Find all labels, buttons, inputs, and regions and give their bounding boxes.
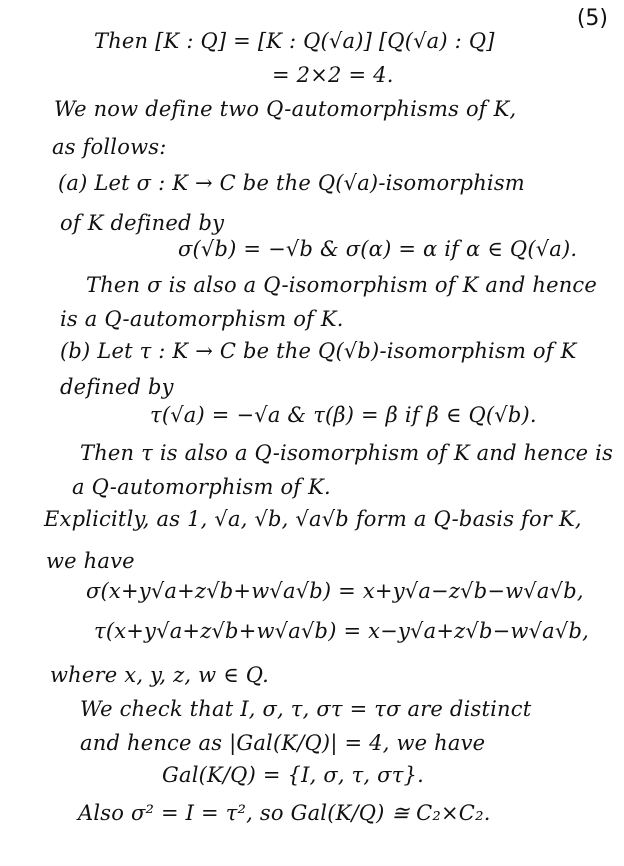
line-tau-automorphism: a Q-automorphism of K. (72, 475, 331, 499)
line-sigma-isomorphism: Then σ is also a Q-isomorphism of K and hence (86, 273, 598, 297)
line-define-automorphisms: We now define two Q-automorphisms of K, (54, 97, 517, 121)
line-explicitly-basis: Explicitly, as 1, √a, √b, √a√b form a Q-basis for K, (44, 507, 582, 531)
page-number: (5) (576, 6, 608, 31)
line-tau-isomorphism: Then τ is also a Q-isomorphism of K and hence is (80, 441, 614, 465)
line-case-b-tau: (b) Let τ : K → C be the Q(√b)-isomorphism of K (60, 339, 577, 363)
line-where-xyzw: where x, y, z, w ∈ Q. (50, 663, 270, 687)
line-sigma-definition: σ(√b) = −√b & σ(α) = α if α ∈ Q(√a). (178, 237, 578, 261)
line-of-k-defined-by-1: of K defined by (60, 211, 225, 235)
line-degree-result: = 2×2 = 4. (272, 63, 394, 87)
line-tau-definition: τ(√a) = −√a & τ(β) = β if β ∈ Q(√b). (150, 403, 537, 427)
line-we-have-1: we have (46, 549, 135, 573)
line-tau-explicit: τ(x+y√a+z√b+w√a√b) = x−y√a+z√b−w√a√b, (94, 619, 589, 643)
line-galois-group: Gal(K/Q) = {I, σ, τ, στ}. (162, 763, 424, 787)
line-degree-product: Then [K : Q] = [K : Q(√a)] [Q(√a) : Q] (94, 29, 495, 53)
line-klein-four: Also σ² = I = τ², so Gal(K/Q) ≅ C₂×C₂. (78, 801, 491, 825)
line-as-follows: as follows: (52, 135, 167, 159)
line-defined-by-2: defined by (60, 375, 174, 399)
line-sigma-automorphism: is a Q-automorphism of K. (60, 307, 344, 331)
line-case-a-sigma: (a) Let σ : K → C be the Q(√a)-isomorphism (58, 171, 525, 195)
line-sigma-explicit: σ(x+y√a+z√b+w√a√b) = x+y√a−z√b−w√a√b, (86, 579, 584, 603)
line-galois-order: and hence as |Gal(K/Q)| = 4, we have (80, 731, 486, 755)
line-check-distinct: We check that I, σ, τ, στ = τσ are distinct (80, 697, 532, 721)
